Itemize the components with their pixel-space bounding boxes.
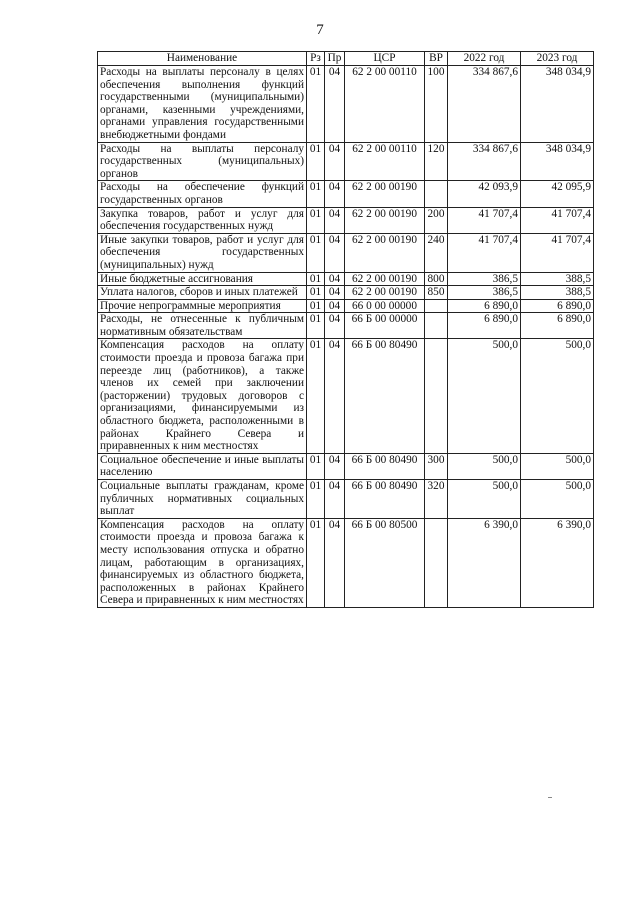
table-row bbox=[98, 272, 594, 286]
cell-2023: 388,5 bbox=[521, 286, 594, 300]
cell-rz: 01 bbox=[307, 66, 325, 143]
table-header-row bbox=[98, 52, 594, 66]
header-csr: ЦСР bbox=[345, 52, 425, 66]
cell-2023: 388,5 bbox=[521, 272, 594, 286]
table-row bbox=[98, 286, 594, 300]
cell-name: Социальное обеспечение и иные выплаты населению bbox=[98, 453, 307, 479]
table-row bbox=[98, 207, 594, 233]
cell-rz: 01 bbox=[307, 233, 325, 272]
cell-2022: 386,5 bbox=[448, 272, 521, 286]
table-row bbox=[98, 181, 594, 207]
cell-pr: 04 bbox=[325, 66, 345, 143]
cell-2022: 41 707,4 bbox=[448, 207, 521, 233]
cell-2022: 6 890,0 bbox=[448, 313, 521, 339]
header-vr: ВР bbox=[425, 52, 448, 66]
table-row bbox=[98, 66, 594, 143]
cell-name: Компенсация расходов на оплату стоимости проезда и провоза багажа при переезде лиц (работников), а также членов их семей при заключении (расторжении) трудовых договоров с организациями, финансируемыми из областного бюджета, расположенными в районах Крайнего Севера и приравненных к ним местностях bbox=[98, 339, 307, 453]
table-row bbox=[98, 142, 594, 181]
cell-csr: 62 2 00 00190 bbox=[345, 272, 425, 286]
cell-2022: 6 890,0 bbox=[448, 299, 521, 313]
cell-2022: 500,0 bbox=[448, 339, 521, 453]
cell-pr: 04 bbox=[325, 272, 345, 286]
cell-vr: 100 bbox=[425, 66, 448, 143]
header-2023: 2023 год bbox=[521, 52, 594, 66]
cell-rz: 01 bbox=[307, 181, 325, 207]
cell-2022: 6 390,0 bbox=[448, 518, 521, 607]
table-row bbox=[98, 313, 594, 339]
cell-2023: 348 034,9 bbox=[521, 142, 594, 181]
cell-2022: 386,5 bbox=[448, 286, 521, 300]
cell-rz: 01 bbox=[307, 480, 325, 519]
cell-name: Иные закупки товаров, работ и услуг для обеспечения государственных (муниципальных) нужд bbox=[98, 233, 307, 272]
cell-rz: 01 bbox=[307, 453, 325, 479]
cell-csr: 66 Б 00 80490 bbox=[345, 339, 425, 453]
cell-name: Закупка товаров, работ и услуг для обеспечения государственных нужд bbox=[98, 207, 307, 233]
budget-table bbox=[97, 51, 594, 608]
cell-2023: 41 707,4 bbox=[521, 207, 594, 233]
cell-vr bbox=[425, 518, 448, 607]
cell-2023: 41 707,4 bbox=[521, 233, 594, 272]
cell-name: Иные бюджетные ассигнования bbox=[98, 272, 307, 286]
cell-name: Расходы на выплаты персоналу в целях обеспечения выполнения функций государственными (муниципальными) органами, казенными учреждениями, органами управления государственными внебюджетными фондами bbox=[98, 66, 307, 143]
table-row bbox=[98, 233, 594, 272]
cell-pr: 04 bbox=[325, 339, 345, 453]
header-pr: Пр bbox=[325, 52, 345, 66]
cell-pr: 04 bbox=[325, 518, 345, 607]
header-rz: Рз bbox=[307, 52, 325, 66]
cell-2023: 500,0 bbox=[521, 453, 594, 479]
cell-rz: 01 bbox=[307, 299, 325, 313]
table-row bbox=[98, 518, 594, 607]
cell-name: Расходы, не отнесенные к публичным нормативным обязательствам bbox=[98, 313, 307, 339]
cell-csr: 66 Б 00 80490 bbox=[345, 453, 425, 479]
cell-pr: 04 bbox=[325, 181, 345, 207]
cell-2023: 42 095,9 bbox=[521, 181, 594, 207]
cell-csr: 62 2 00 00110 bbox=[345, 66, 425, 143]
cell-pr: 04 bbox=[325, 313, 345, 339]
table-row bbox=[98, 339, 594, 453]
cell-name: Прочие непрограммные мероприятия bbox=[98, 299, 307, 313]
cell-2023: 500,0 bbox=[521, 339, 594, 453]
cell-name: Социальные выплаты гражданам, кроме публичных нормативных социальных выплат bbox=[98, 480, 307, 519]
header-name: Наименование bbox=[98, 52, 307, 66]
cell-2023: 6 890,0 bbox=[521, 299, 594, 313]
cell-vr: 200 bbox=[425, 207, 448, 233]
cell-2022: 42 093,9 bbox=[448, 181, 521, 207]
cell-csr: 62 2 00 00190 bbox=[345, 233, 425, 272]
cell-rz: 01 bbox=[307, 286, 325, 300]
cell-name: Расходы на выплаты персоналу государственных (муниципальных) органов bbox=[98, 142, 307, 181]
cell-rz: 01 bbox=[307, 339, 325, 453]
cell-pr: 04 bbox=[325, 480, 345, 519]
cell-csr: 62 2 00 00190 bbox=[345, 181, 425, 207]
cell-csr: 62 2 00 00190 bbox=[345, 286, 425, 300]
cell-vr bbox=[425, 181, 448, 207]
cell-pr: 04 bbox=[325, 286, 345, 300]
cell-2022: 334 867,6 bbox=[448, 66, 521, 143]
cell-2022: 500,0 bbox=[448, 480, 521, 519]
cell-2023: 500,0 bbox=[521, 480, 594, 519]
table-row bbox=[98, 299, 594, 313]
cell-vr: 800 bbox=[425, 272, 448, 286]
cell-name: Расходы на обеспечение функций государственных органов bbox=[98, 181, 307, 207]
cell-csr: 66 Б 00 00000 bbox=[345, 313, 425, 339]
table-row bbox=[98, 480, 594, 519]
cell-vr bbox=[425, 313, 448, 339]
cell-csr: 66 Б 00 80500 bbox=[345, 518, 425, 607]
cell-2023: 6 890,0 bbox=[521, 313, 594, 339]
cell-rz: 01 bbox=[307, 207, 325, 233]
cell-csr: 62 2 00 00110 bbox=[345, 142, 425, 181]
cell-2022: 334 867,6 bbox=[448, 142, 521, 181]
cell-csr: 62 2 00 00190 bbox=[345, 207, 425, 233]
cell-csr: 66 Б 00 80490 bbox=[345, 480, 425, 519]
cell-2023: 6 390,0 bbox=[521, 518, 594, 607]
cell-2022: 41 707,4 bbox=[448, 233, 521, 272]
cell-vr: 120 bbox=[425, 142, 448, 181]
table-body bbox=[98, 66, 594, 608]
cell-pr: 04 bbox=[325, 233, 345, 272]
cell-vr: 240 bbox=[425, 233, 448, 272]
cell-rz: 01 bbox=[307, 518, 325, 607]
table-row bbox=[98, 453, 594, 479]
cell-rz: 01 bbox=[307, 142, 325, 181]
cell-pr: 04 bbox=[325, 299, 345, 313]
cell-2023: 348 034,9 bbox=[521, 66, 594, 143]
cell-2022: 500,0 bbox=[448, 453, 521, 479]
cell-name: Уплата налогов, сборов и иных платежей bbox=[98, 286, 307, 300]
cell-rz: 01 bbox=[307, 272, 325, 286]
cell-vr bbox=[425, 299, 448, 313]
cell-vr: 320 bbox=[425, 480, 448, 519]
cell-rz: 01 bbox=[307, 313, 325, 339]
cell-vr: 850 bbox=[425, 286, 448, 300]
header-2022: 2022 год bbox=[448, 52, 521, 66]
cell-name: Компенсация расходов на оплату стоимости проезда и провоза багажа к месту использования отпуска и обратно лицам, работающим в организациях, финансируемых из областного бюджета, расположенных в районах Крайнего Севера и приравненных к ним местностях bbox=[98, 518, 307, 607]
cell-csr: 66 0 00 00000 bbox=[345, 299, 425, 313]
page-mark bbox=[548, 797, 552, 798]
cell-pr: 04 bbox=[325, 142, 345, 181]
cell-vr bbox=[425, 339, 448, 453]
cell-pr: 04 bbox=[325, 453, 345, 479]
cell-vr: 300 bbox=[425, 453, 448, 479]
cell-pr: 04 bbox=[325, 207, 345, 233]
page-number: 7 bbox=[316, 22, 324, 38]
